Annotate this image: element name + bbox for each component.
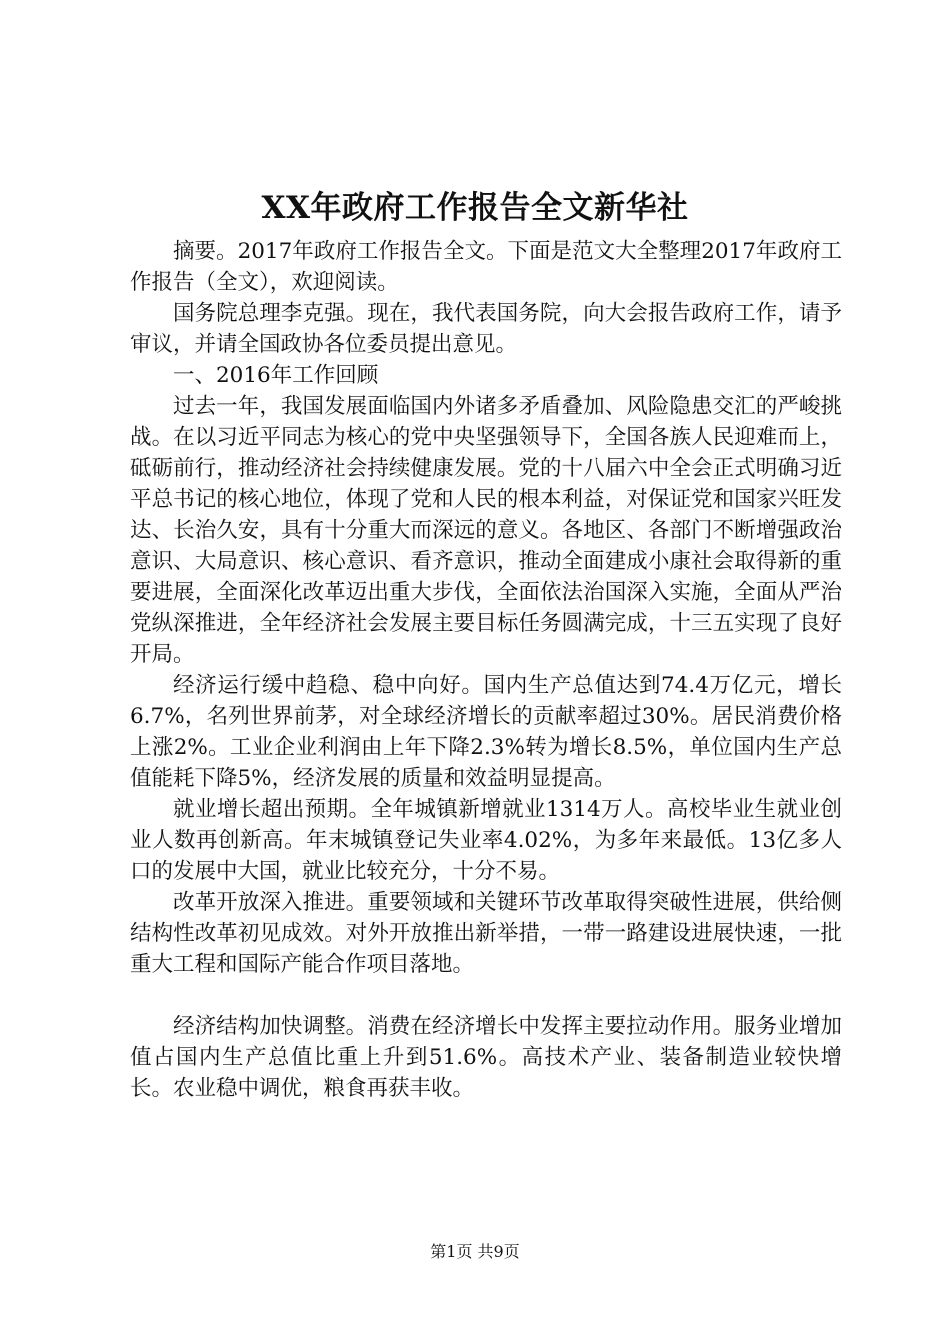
paragraph-economy: 经济运行缓中趋稳、稳中向好。国内生产总值达到74.4万亿元，增长6.7%，名列世界前茅，对全球经济增长的贡献率超过30%。居民消费价格上涨2%。工业企业利润由上年下降2.3%转为增长8.5%，单位国内生产总值能耗下降5%，经济发展的质量和效益明显提高。 — [130, 673, 842, 791]
paragraph-review: 过去一年，我国发展面临国内外诸多矛盾叠加、风险隐患交汇的严峻挑战。在以习近平同志为核心的党中央坚强领导下，全国各族人民迎难而上，砥砺前行，推动经济社会持续健康发展。党的十八届六中全会正式明确习近平总书记的核心地位，体现了党和人民的根本利益，对保证党和国家兴旺发达、长治久安，具有十分重大而深远的意义。各地区、各部门不断增强政治意识、大局意识、核心意识、看齐意识，推动全面建成小康社会取得新的重要进展，全面深化改革迈出重大步伐，全面依法治国深入实施，全面从严治党纵深推进，全年经济社会发展主要目标任务圆满完成，十三五实现了良好开局。 — [130, 394, 842, 667]
page-number: 第1页 共9页 — [430, 1242, 520, 1261]
paragraph-abstract: 摘要。2017年政府工作报告全文。下面是范文大全整理2017年政府工作报告（全文），欢迎阅读。 — [130, 239, 842, 295]
section-heading: 一、2016年工作回顾 — [173, 363, 379, 388]
document-body — [130, 236, 842, 1104]
paragraph-reform: 改革开放深入推进。重要领域和关键环节改革取得突破性进展，供给侧结构性改革初见成效。对外开放推出新举措，一带一路建设进展快速，一批重大工程和国际产能合作项目落地。 — [130, 890, 842, 977]
paragraph-structure: 经济结构加快调整。消费在经济增长中发挥主要拉动作用。服务业增加值占国内生产总值比重上升到51.6%。高技术产业、装备制造业较快增长。农业稳中调优，粮食再获丰收。 — [130, 1014, 842, 1101]
document-title: XX年政府工作报告全文新华社 — [261, 190, 689, 226]
paragraph-employment: 就业增长超出预期。全年城镇新增就业1314万人。高校毕业生就业创业人数再创新高。年末城镇登记失业率4.02%，为多年来最低。13亿多人口的发展中大国，就业比较充分，十分不易。 — [130, 797, 842, 884]
paragraph-intro: 国务院总理李克强。现在，我代表国务院，向大会报告政府工作，请予审议，并请全国政协各位委员提出意见。 — [130, 301, 842, 357]
